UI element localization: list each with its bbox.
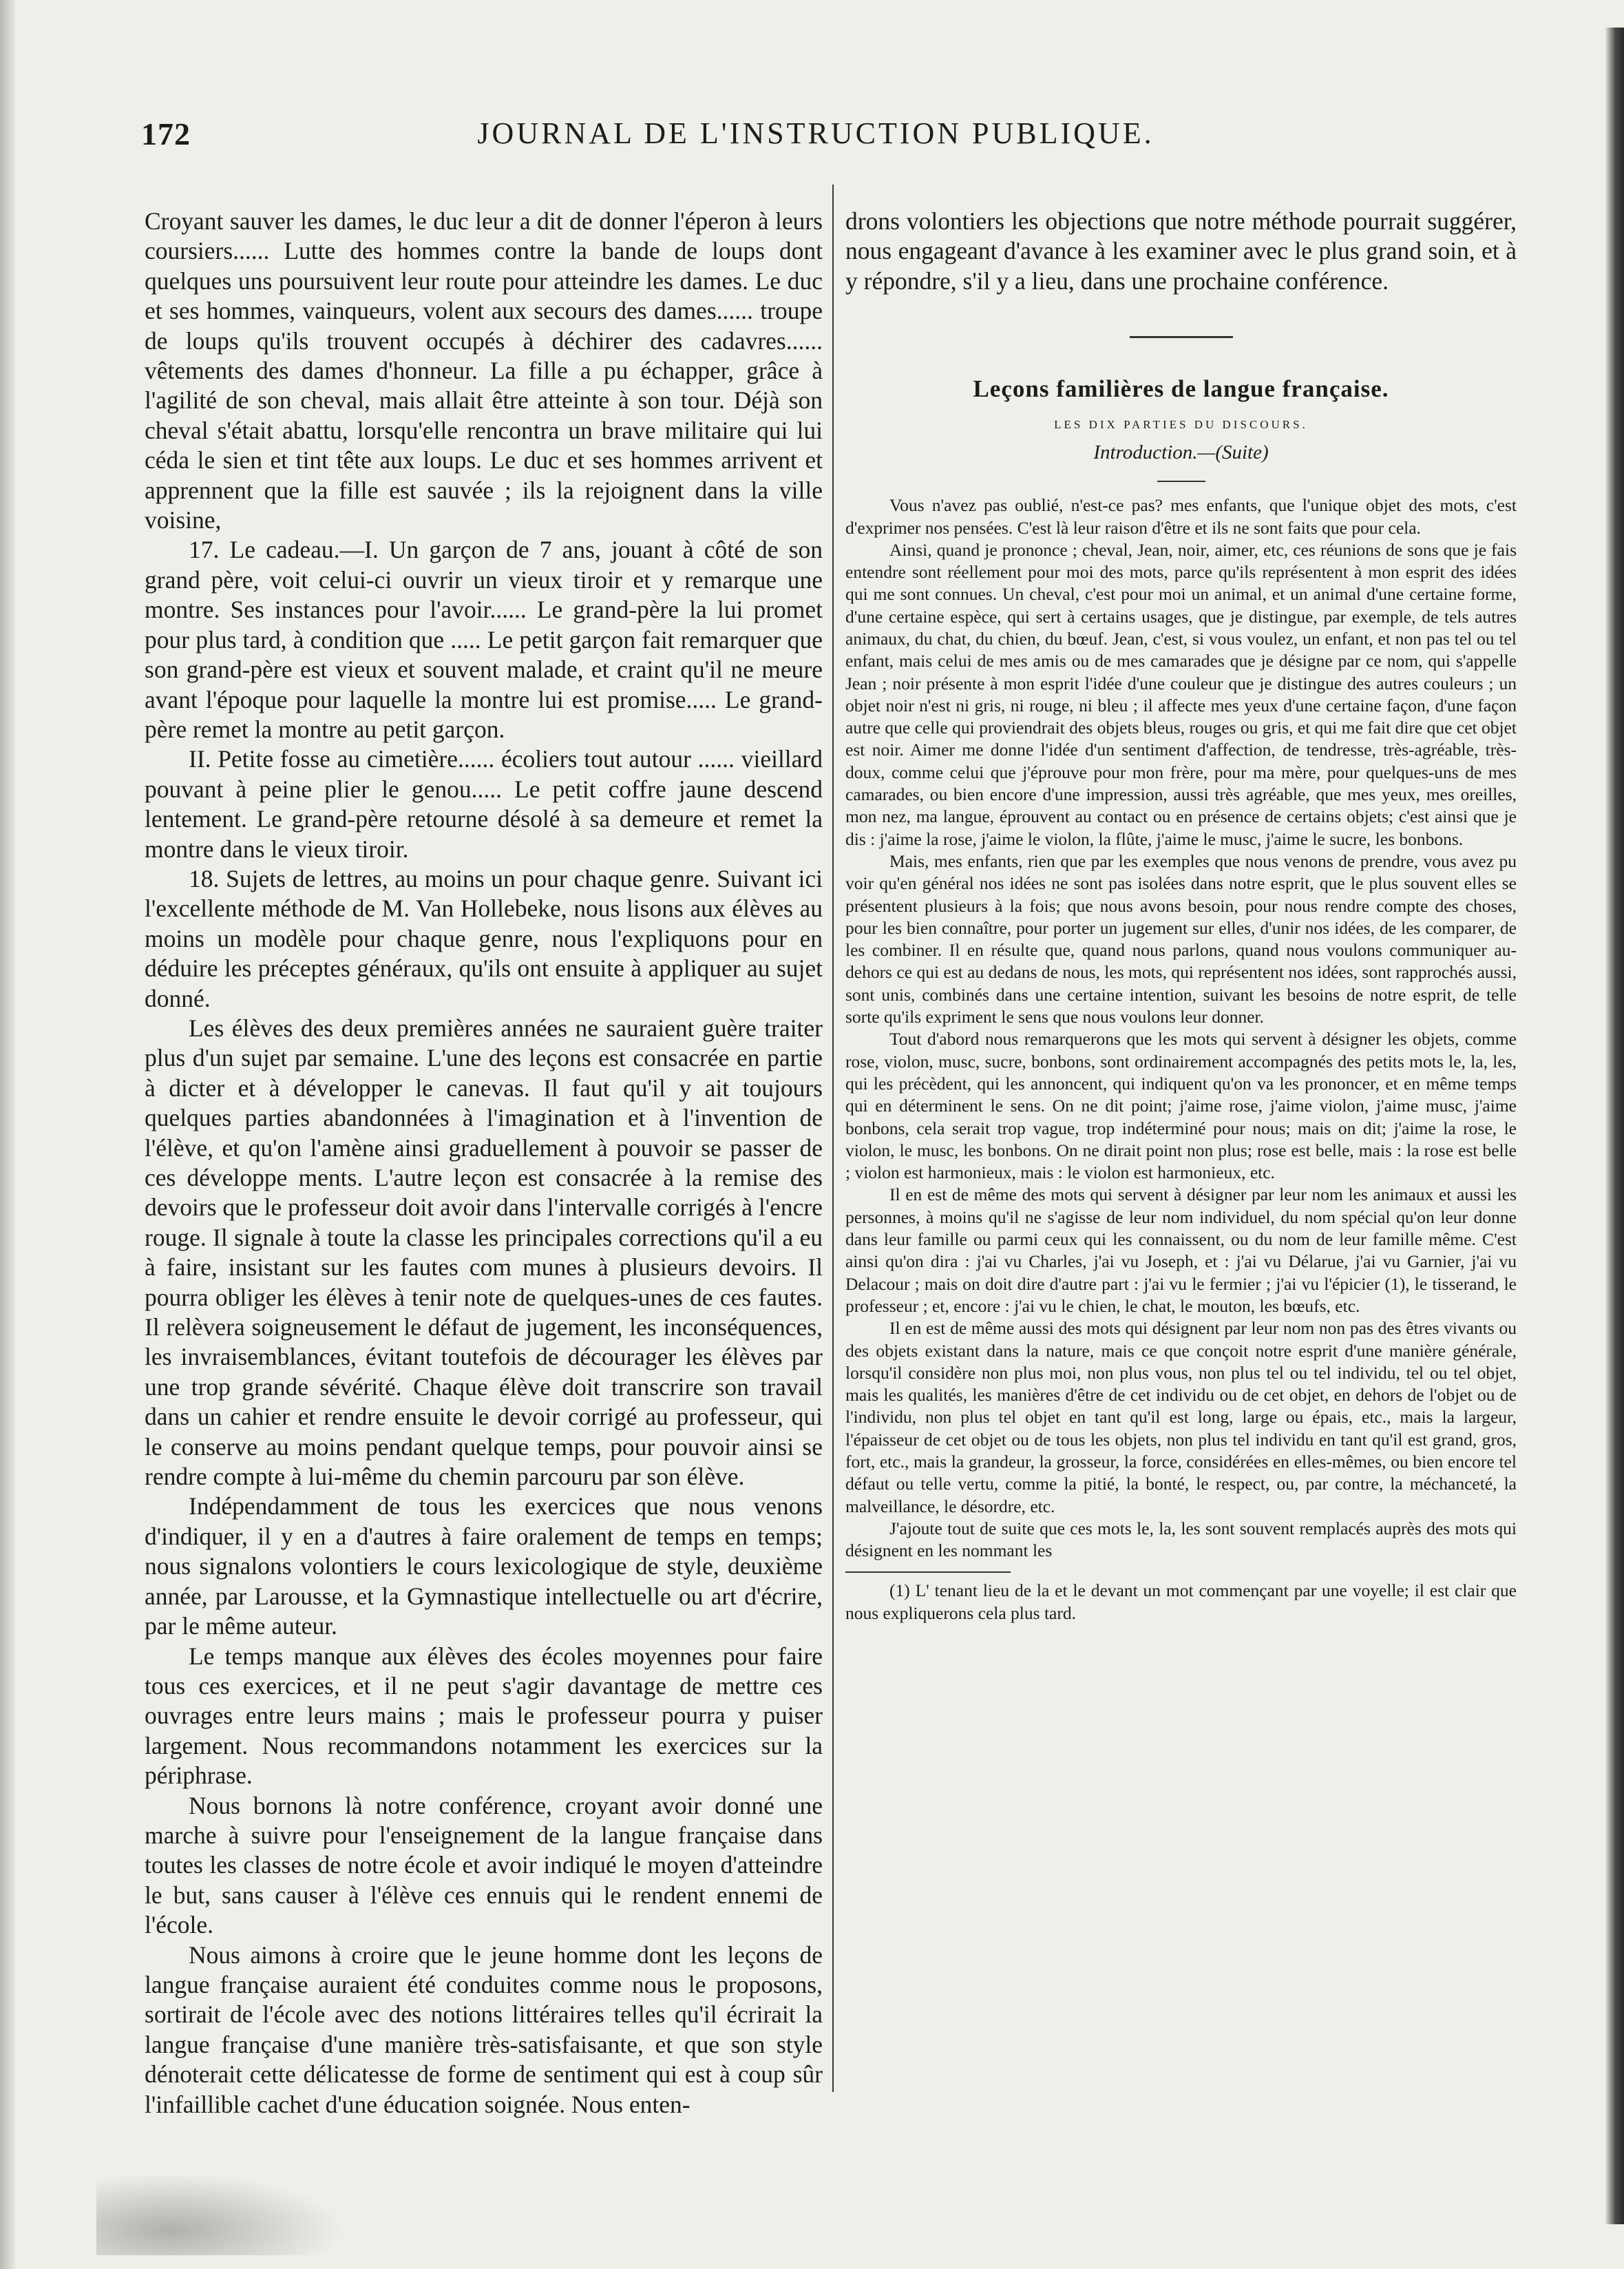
lesson-body bbox=[845, 494, 1517, 1624]
paragraph: Mais, mes enfants, rien que par les exemples que nous venons de prendre, vous avez pu voir qu'en général nos idées ne sont pas isolées dans notre esprit, que le plus souvent elles se présentent plusieurs à la fois; que nous avons besoin, pour nous rendre compte des choses, pour les bien connaître, pour porter un jugement sur elles, d'unir nos idées, de les comparer, de les combiner. Il en résulte que, quand nous parlons, quand nous voulons communiquer au-dehors ce qui est au dedans de nous, les mots, qui représentent nos idées, sont rapprochés aussi, sont unis, combinés dans une certaine intention, suivant les besoins de notre esprit, de telle sorte qu'ils expriment le sens que nous voulons leur donner. bbox=[845, 850, 1517, 1027]
paragraph: Nous aimons à croire que le jeune homme dont les leçons de langue française auraient été conduites comme nous le proposons, sortirait de l'école avec des notions littéraires telles qu'il écrirait la langue française d'une manière très-satisfaisante, et que son style dénoterait cette délicatesse de forme de sentiment qui est à coup sûr l'infaillible cachet d'une éducation soignée. Nous enten- bbox=[145, 1941, 823, 2118]
column-divider bbox=[832, 185, 834, 2092]
paragraph: J'ajoute tout de suite que ces mots le, la, les sont souvent remplacés auprès des mots qui désignent en les nommant les bbox=[845, 1518, 1517, 1561]
scan-smudge bbox=[96, 2173, 344, 2255]
page-header bbox=[141, 116, 1490, 157]
page-number: 172 bbox=[141, 116, 191, 151]
paragraph: Les élèves des deux premières années ne sauraient guère traiter plus d'un sujet par semaine. L'une des leçons est consacrée en partie à dicter et à développer le canevas. Il faut qu'il y ait toujours quelques parties abandonnées à l'imagination et à l'invention de l'élève, et qu'on l'amène ainsi graduellement à pouvoir se passer de ces développe ments. L'autre leçon est consacrée à la remise des devoirs que le professeur doit avoir dans l'intervalle corrigés à l'encre rouge. Il signale à toute la classe les principales corrections qu'il a eu à faire, insistant sur les fautes com munes à plusieurs devoirs. Il pourra obliger les élèves à tenir note de quelques-unes de ces fautes. Il relèvera soigneusement le défaut de jugement, les inconséquences, les invraisemblances, évitant toutefois de décourager les élèves par une trop grande sévérité. Chaque élève doit transcrire son travail dans un cahier et rendre ensuite le devoir corrigé au professeur, qui le conserve au moins pendant quelque temps, pour pouvoir ainsi se rendre compte à lui-même du chemin parcouru par son élève. bbox=[145, 1014, 823, 1491]
scan-edge-left bbox=[0, 0, 15, 2269]
paragraph: Le temps manque aux élèves des écoles moyennes pour faire tous ces exercices, et il ne peut s'agir davantage de mettre ces ouvrages entre leurs mains ; mais le professeur pourra y puiser largement. Nous recommandons notamment les exercices sur la périphrase. bbox=[145, 1642, 823, 1790]
footnote-rule bbox=[845, 1571, 1011, 1573]
left-column bbox=[145, 207, 823, 2121]
continuation-block bbox=[845, 207, 1517, 296]
section-separator bbox=[1130, 336, 1233, 338]
paragraph: Il en est de même des mots qui servent à désigner par leur nom les animaux et aussi les personnes, à moins qu'il ne s'agisse de leur nom individuel, du nom spécial qu'on leur donne dans leur famille ou parmi ceux qui les connaissent, ou du nom de leur famille même. C'est ainsi qu'on dira : j'ai vu Charles, j'ai vu Joseph, et : j'ai vu Délarue, j'ai vu Garnier, j'ai vu Delacour ; mais on doit dire d'autre part : j'ai vu le fermier ; j'ai vu l'épicier (1), le tisserand, le professeur ; et, encore : j'ai vu le chien, le chat, le mouton, les bœufs, etc. bbox=[845, 1184, 1517, 1316]
section-title: Leçons familières de langue française. bbox=[973, 375, 1389, 403]
scan-edge-right bbox=[1605, 28, 1624, 2224]
footnote: (1) L' tenant lieu de la et le devant un mot commençant par une voyelle; il est clair que nous expliquerons cela plus tard. bbox=[845, 1580, 1517, 1623]
paragraph: Nous bornons là notre conférence, croyant avoir donné une marche à suivre pour l'enseignement de la langue française dans toutes les classes de notre école et avoir indiqué le moyen d'atteindre le but, sans causer à l'élève ces ennuis qui le rendent ennemi de l'école. bbox=[145, 1791, 823, 1939]
paragraph: drons volontiers les objections que notre méthode pourrait suggérer, nous engageant d'avance à les examiner avec le plus grand soin, et à y répondre, s'il y a lieu, dans une prochaine conférence. bbox=[845, 207, 1517, 295]
section-subtitle: LES DIX PARTIES DU DISCOURS. bbox=[1054, 418, 1308, 432]
paragraph: Vous n'avez pas oublié, n'est-ce pas? mes enfants, que l'unique objet des mots, c'est d'exprimer nos pensées. C'est là leur raison d'être et ils ne sont faits que pour cela. bbox=[845, 495, 1517, 538]
paragraph: 18. Sujets de lettres, au moins un pour chaque genre. Suivant ici l'excellente méthode de M. Van Hollebeke, nous lisons aux élèves au moins un modèle pour chaque genre, nous l'expliquons pour en déduire les préceptes généraux, qu'ils ont ensuite à appliquer au sujet donné. bbox=[145, 864, 823, 1012]
paragraph: Tout d'abord nous remarquerons que les mots qui servent à désigner les objets, comme rose, violon, musc, sucre, bonbons, sont ordinairement accompagnés des petits mots le, la, les, qui les précèdent, qui les annoncent, qui indiquent qu'on va les prononcer, et en même temps qui en déterminent le sens. On ne dit point; j'aime rose, j'aime violon, j'aime musc, j'aime bonbons, cela serait trop vague, trop indéterminé pour nous; mais on dit; j'aime la rose, le violon, le musc, les bonbons. On ne dirait point non plus; rose est belle, mais : la rose est belle ; violon est harmonieux, mais : le violon est harmonieux, etc. bbox=[845, 1029, 1517, 1183]
paragraph: 17. Le cadeau.—I. Un garçon de 7 ans, jouant à côté de son grand père, voit celui-ci ouvrir un vieux tiroir et y remarque une montre. Ses instances pour l'avoir...... Le grand-père la lui promet pour plus tard, à condition que ..... Le petit garçon fait remarquer que son grand-père est vieux et souvent malade, et craint qu'il ne meure avant l'époque pour laquelle la montre lui est promise..... Le grand-père remet la montre au petit garçon. bbox=[145, 536, 823, 743]
paragraph: II. Petite fosse au cimetière...... écoliers tout autour ...... vieillard pouvant à peine plier le genou..... Le petit coffre jaune descend lentement. Le grand-père retourne désolé à sa demeure et remet la montre dans le vieux tiroir. bbox=[145, 745, 823, 863]
section-intro: Introduction.—(Suite) bbox=[1093, 441, 1269, 464]
paragraph: Il en est de même aussi des mots qui désignent par leur nom non pas des êtres vivants ou des objets existant dans la nature, mais ce que conçoit notre esprit d'une manière générale, lorsqu'il considère non plus moi, non plus vous, non plus tel ou tel individu, tel ou tel objet, mais les qualités, les manières d'être de cet individu ou de cet objet, en dehors de l'objet ou de l'individu, non plus tel objet en tant qu'il est long, large ou épais, etc., mais la largeur, l'épaisseur de cet objet ou de tous les objets, non plus tel individu en tant qu'il est grand, gros, fort, etc., mais la grandeur, la grosseur, la force, considérées en elles-mêmes, ou bien encore tel défaut ou telle vertu, comme la pitié, la bonté, le respect, ou, par contre, la méchanceté, la malveillance, le désordre, etc. bbox=[845, 1318, 1517, 1516]
paragraph: Indépendamment de tous les exercices que nous venons d'indiquer, il y en a d'autres à faire oralement de temps en temps; nous signalons volontiers le cours lexicologique de style, deuxième année, par Larousse, et la Gymnastique intellectuelle ou art d'écrire, par le même auteur. bbox=[145, 1492, 823, 1640]
journal-title: JOURNAL DE L'INSTRUCTION PUBLIQUE. bbox=[477, 116, 1154, 150]
right-column bbox=[845, 207, 1517, 2162]
paragraph: Ainsi, quand je prononce ; cheval, Jean, noir, aimer, etc, ces réunions de sons que je fais entendre sont réellement pour moi des mots, parce qu'ils représentent à mon esprit des idées qui me sont connues. Un cheval, c'est pour moi un animal, et un animal d'une certaine forme, d'une certaine espèce, qui sert à certains usages, que je distingue, par exemple, de tels autres animaux, du chat, du chien, du bœuf. Jean, c'est, si vous voulez, un enfant, et non pas tel ou tel enfant, mais celui de mes amis ou de mes camarades que je désigne par ce nom, qui s'appelle Jean ; noir présente à mon esprit l'idée d'une couleur que je distingue des autres couleurs ; un objet noir n'est ni gris, ni rouge, ni bleu ; il affecte mes yeux d'une certaine façon, d'une façon autre que celle qui proviendrait des objets bleus, rouges ou gris, et qui me fait dire que cet objet est noir. Aimer me donne l'idée d'un sentiment d'affection, de tendresse, très-agréable, très-doux, comme celui que j'éprouve pour mon frère, pour ma mère, pour quelques-uns de mes camarades, ou bien encore d'une impression, aussi très agréable, que mes yeux, mes oreilles, mon nez, ma langue, éprouvent au contact ou en présence de certains objets; c'est ainsi que je dis : j'aime la rose, j'aime le violon, la flûte, j'aime le musc, j'aime le sucre, les bonbons. bbox=[845, 539, 1517, 849]
paragraph: Croyant sauver les dames, le duc leur a dit de donner l'éperon à leurs coursiers...... Lutte des hommes contre la bande de loups dont quelques uns poursuivent leur route pour atteindre les dames. Le duc et ses hommes, vainqueurs, volent aux secours des dames...... troupe de loups qu'ils trouvent occupés à déchirer des cadavres...... vêtements des dames d'honneur. La fille a pu échapper, grâce à l'agilité de son cheval, mais allait être atteinte à son tour. Déjà son cheval s'était abattu, lorsqu'elle rencontra un brave militaire qui lui céda le sien et tint tête aux loups. Le duc et ses hommes arrivent et apprennent que la fille est sauvée ; ils la rejoignent dans la ville voisine, bbox=[145, 207, 823, 534]
intro-separator bbox=[1157, 481, 1205, 482]
